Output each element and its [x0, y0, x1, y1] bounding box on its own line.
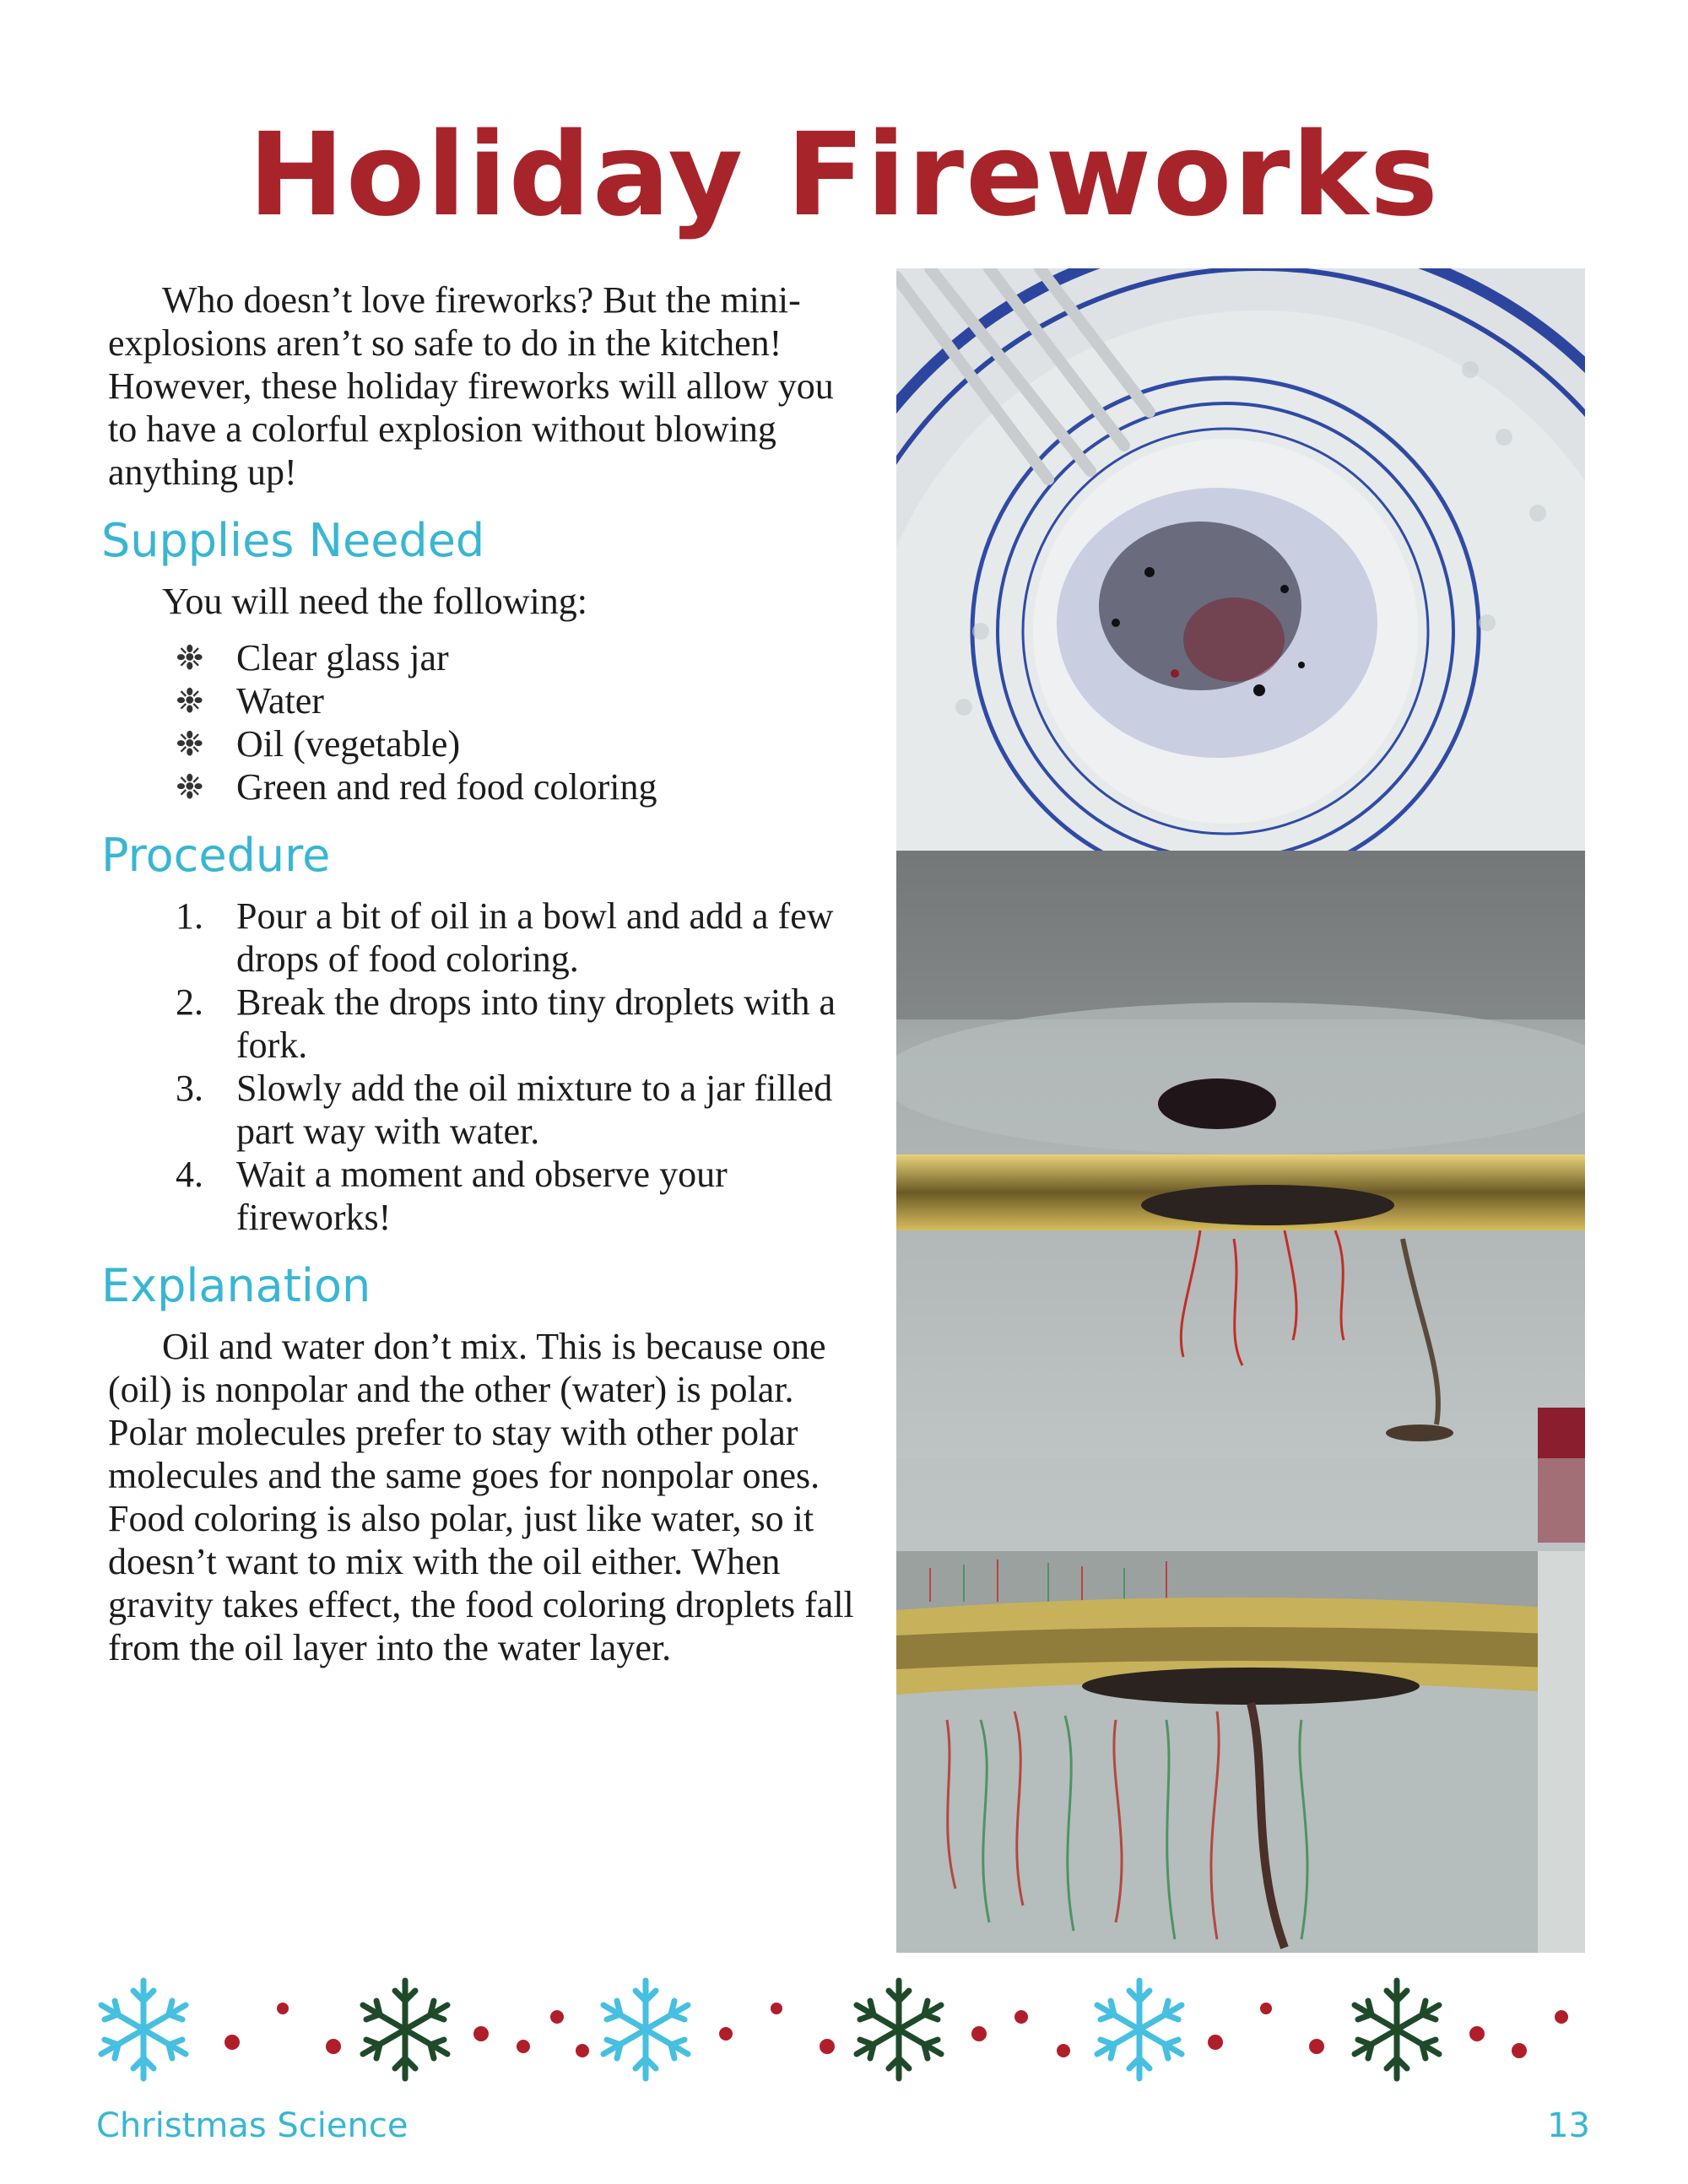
supplies-heading: Supplies Needed [101, 514, 485, 567]
jar-streams-photo-image [896, 1551, 1585, 1953]
blue-snowflake-icon [101, 1981, 186, 2079]
snowflake-bullet-icon: ❉ [176, 768, 204, 806]
decorative-border [84, 1966, 1604, 2093]
list-item: 4. Wait a moment and observe your fireworks! [176, 1154, 728, 1238]
snowflake-bullet-icon: ❉ [176, 639, 204, 677]
list-item: ❉ Water [176, 680, 324, 722]
jar-photo [896, 851, 1585, 1551]
explanation-paragraph: Oil and water don’t mix. This is because one (oil) is nonpolar and the other (water) is polar. Polar molecules prefer to stay with other polar molecules and the same goes for nonpolar ones. Food coloring is also polar, just like water, so it doesn’t want to mix with the oil either. When gravity takes effect, the food coloring droplets fall from the oil layer into the water layer. [108, 1326, 854, 1668]
intro-paragraph: Who doesn’t love fireworks? But the mini-explosions aren’t so safe to do in the kitchen! However, these holiday fireworks will allow you to have a colorful explosion without blowing anything up! [108, 279, 834, 493]
green-snowflake-icon [1355, 1981, 1439, 2079]
bowl-photo-image [896, 268, 1585, 851]
footer-book-title: Christmas Science [96, 2106, 408, 2145]
snowflake-bullet-icon: ❉ [176, 682, 204, 720]
list-item: 1. Pour a bit of oil in a bowl and add a few drops of food coloring. [176, 895, 834, 980]
supplies-list [108, 636, 868, 808]
list-item: ❉ Clear glass jar [176, 637, 449, 678]
green-snowflake-icon [857, 1981, 941, 2079]
page-number: 13 [1547, 2106, 1590, 2145]
bowl-photo [896, 268, 1585, 851]
blue-snowflake-icon [1097, 1981, 1182, 2079]
green-snowflake-icon [363, 1981, 447, 2079]
procedure-heading: Procedure [101, 829, 331, 882]
jar-streams-photo [896, 1551, 1585, 1953]
snowflake-border [84, 1966, 1604, 2093]
list-item: 3. Slowly add the oil mixture to a jar filled part way with water. [176, 1068, 833, 1152]
jar-photo-image [896, 851, 1585, 1551]
procedure-list [108, 895, 868, 1239]
list-item: 2. Break the drops into tiny droplets with a fork. [176, 981, 836, 1066]
explanation-heading: Explanation [101, 1259, 371, 1312]
list-item: ❉ Green and red food coloring [176, 766, 657, 808]
supplies-lead: You will need the following: [162, 581, 587, 622]
snowflake-bullet-icon: ❉ [176, 725, 204, 763]
text-column [101, 278, 868, 1669]
list-item: ❉ Oil (vegetable) [176, 723, 461, 765]
blue-snowflake-icon [603, 1981, 688, 2079]
page-title: Holiday Fireworks [248, 109, 1440, 242]
